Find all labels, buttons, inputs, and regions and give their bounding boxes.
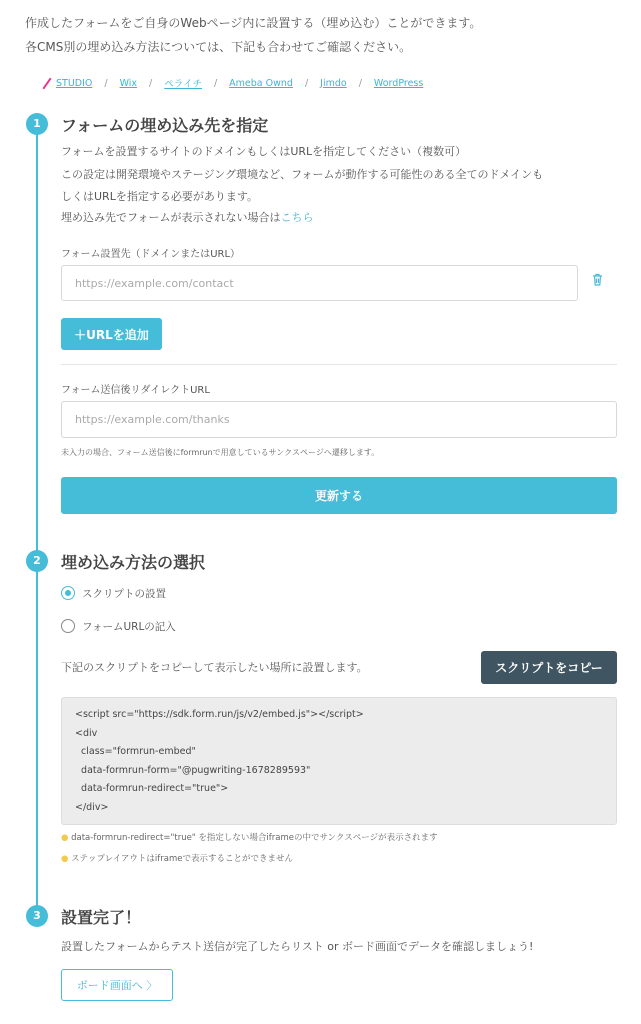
pen-icon — [42, 77, 51, 89]
redirect-note: 未入力の場合、フォーム送信後にformrunで用意しているサンクスページへ遷移します。 — [61, 448, 380, 457]
step-number: 2 — [26, 550, 48, 572]
code-line: class="formrun-embed" — [75, 746, 196, 757]
code-line: data-formrun-form="@pugwriting-1678289593" — [75, 764, 311, 776]
cms-link-ameba[interactable]: Ameba Ownd — [229, 77, 293, 89]
cms-link-wix[interactable]: Wix — [119, 77, 138, 89]
code-line: <div — [75, 727, 98, 739]
cms-link-studio[interactable]: STUDIO — [56, 77, 93, 89]
radio-script[interactable] — [61, 586, 75, 600]
step3-desc: 設置したフォームからテスト送信が完了したらリスト or ボード画面でデータを確認しましょう! — [61, 940, 534, 953]
code-line: <script src="https://sdk.form.run/js/v2/embed.js"></script> — [75, 709, 364, 720]
step2-title: 埋め込み方法の選択 — [61, 553, 206, 572]
radio-url[interactable] — [61, 619, 75, 633]
step1-desc: フォームを設置するサイトのドメインもしくはURLを指定してください（複数可） — [61, 145, 467, 158]
cms-link-peraichi[interactable]: ペライチ — [164, 79, 202, 90]
lightbulb-icon: ● — [61, 833, 69, 843]
step-number: 1 — [26, 113, 48, 135]
cms-links: STUDIO / Wix / ペライチ / Ameba Ownd / Jimdo / WordPress — [46, 76, 423, 90]
timeline-line — [36, 130, 38, 910]
step-number: 3 — [26, 905, 48, 927]
update-button[interactable]: 更新する — [61, 477, 617, 514]
radio-label: フォームURLの記入 — [82, 621, 176, 633]
divider — [61, 364, 617, 365]
board-button[interactable]: ボード画面へ 〉 — [61, 969, 173, 1001]
redirect-label: フォーム送信後リダイレクトURL — [61, 385, 210, 396]
code-block[interactable] — [61, 697, 617, 825]
lightbulb-icon: ● — [61, 854, 69, 864]
instruction: 下記のスクリプトをコピーして表示したい場所に設置します。 — [61, 661, 368, 674]
cms-link-jimdo[interactable]: Jimdo — [320, 77, 347, 89]
step1-desc: この設定は開発環境やステージング環境など、フォームが動作する可能性のある全てのドメインも — [61, 168, 544, 181]
step1-title: フォームの埋め込み先を指定 — [61, 116, 269, 135]
note: ● data-formrun-redirect="true" を指定しない場合iframeの中でサンクスページが表示されます — [61, 833, 438, 843]
redirect-input[interactable]: https://example.com/thanks — [61, 401, 617, 438]
radio-label: スクリプトの設置 — [82, 588, 166, 600]
copy-script-button[interactable]: スクリプトをコピー — [481, 651, 617, 684]
intro-text: 各CMS別の埋め込み方法については、下記も合わせてご確認ください。 — [25, 40, 412, 54]
note: ● ステップレイアウトはiframeで表示することができません — [61, 854, 294, 864]
domain-input[interactable]: https://example.com/contact — [61, 265, 578, 301]
help-text: 埋め込み先でフォームが表示されない場合はこちら — [61, 211, 314, 224]
cms-link-wordpress[interactable]: WordPress — [373, 77, 424, 89]
add-url-button[interactable]: ＋URLを追加 — [61, 318, 162, 350]
code-line: data-formrun-redirect="true"> — [75, 783, 229, 794]
step1-desc: しくはURLを指定する必要があります。 — [61, 190, 258, 203]
trash-icon[interactable] — [592, 273, 603, 286]
intro-text: 作成したフォームをご自身のWebページ内に設置する（埋め込む）ことができます。 — [25, 16, 482, 30]
code-line: </div> — [75, 801, 109, 813]
help-link[interactable]: こちら — [280, 211, 314, 224]
step3-title: 設置完了！ — [61, 908, 142, 927]
domain-label: フォーム設置先（ドメインまたはURL） — [61, 249, 241, 260]
